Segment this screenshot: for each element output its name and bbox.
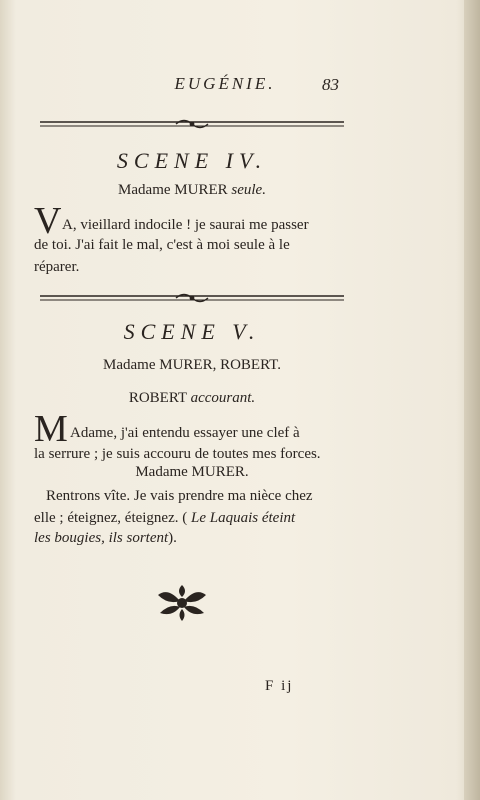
speaker-heading: Madame MURER. — [135, 464, 249, 480]
stage-direction: seule. — [231, 182, 266, 198]
stage-direction: les bougies, ils sortent — [34, 530, 169, 546]
text-line — [34, 510, 295, 527]
text-span: ). — [168, 530, 177, 546]
drop-cap: M — [34, 408, 68, 450]
text-line: la serrure ; je suis accouru de toutes mes forces. — [34, 446, 321, 462]
speaker-heading — [36, 390, 348, 407]
character-list: Madame MURER, ROBERT. — [103, 357, 281, 373]
page-number: 83 — [322, 75, 339, 94]
text-line — [34, 530, 177, 547]
scene-heading: SCENE V. — [123, 319, 261, 344]
fleuron-ornament-icon — [152, 581, 212, 623]
ornamental-rule-top — [36, 117, 348, 131]
book-spine-edge — [464, 0, 480, 800]
character-name: Madame MURER — [118, 182, 228, 198]
signature-mark: F ij — [265, 678, 294, 694]
text-line: Rentrons vîte. Je vais prendre ma nièce chez — [46, 488, 313, 504]
stage-direction: Le Laquais éteint — [191, 510, 296, 526]
drop-cap: V — [34, 200, 62, 242]
character-name: ROBERT — [128, 390, 187, 406]
text-line: réparer. — [34, 259, 80, 275]
text-line: A, vieillard indocile ! je saurai me passer — [62, 217, 309, 233]
scene-heading: SCENE IV. — [116, 148, 268, 173]
character-list — [36, 182, 348, 199]
running-title: EUGÉNIE. — [174, 74, 276, 93]
ornamental-rule-middle — [36, 291, 348, 305]
text-span: elle ; éteignez, éteignez. ( — [34, 510, 188, 526]
text-line: Adame, j'ai entendu essayer une clef à — [70, 425, 300, 441]
text-line: de toi. J'ai fait le mal, c'est à moi seule à le — [34, 237, 290, 253]
stage-direction: accourant. — [190, 390, 256, 406]
